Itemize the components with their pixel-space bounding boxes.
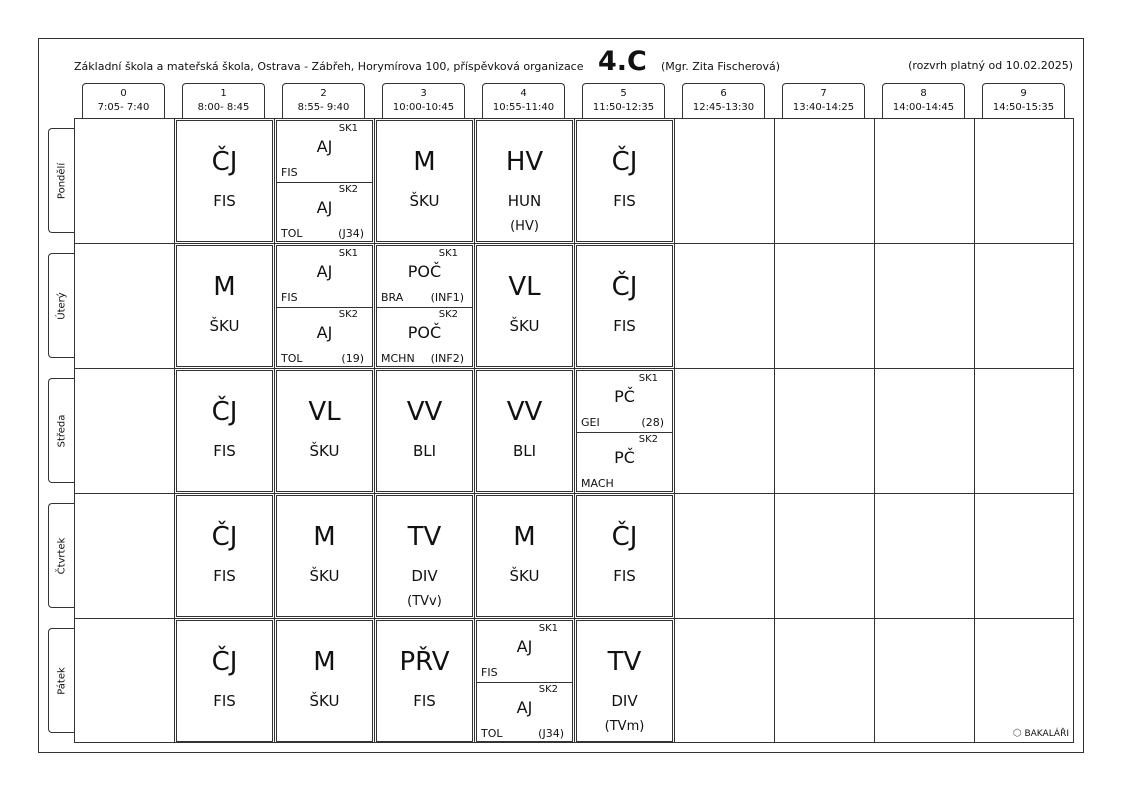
subject: HV	[505, 147, 544, 177]
grid-column-line	[774, 118, 775, 743]
period-header-1	[182, 83, 265, 119]
teacher: ŠKU	[209, 317, 240, 335]
teacher: FIS	[281, 291, 298, 304]
lesson-cell[interactable]	[476, 620, 573, 742]
subject: ČJ	[211, 147, 238, 177]
lesson-cell[interactable]	[576, 370, 673, 492]
group-lesson[interactable]	[577, 432, 672, 493]
teacher: FIS	[281, 166, 298, 179]
teacher: FIS	[413, 692, 436, 710]
lesson-cell[interactable]	[376, 495, 473, 617]
group-label: SK2	[338, 309, 358, 320]
period-time: 13:40-14:25	[792, 102, 855, 113]
class-teacher: (Mgr. Zita Fischerová)	[661, 60, 781, 73]
teacher: ŠKU	[409, 192, 440, 210]
subject: TV	[407, 522, 442, 552]
grid-column-line	[874, 118, 875, 743]
lesson-cell[interactable]	[276, 620, 373, 742]
subject: VV	[506, 397, 543, 427]
group-lesson[interactable]	[377, 307, 472, 368]
room: (28)	[641, 416, 664, 429]
teacher: FIS	[613, 567, 636, 585]
teacher: FIS	[481, 666, 498, 679]
lesson-cell[interactable]	[376, 245, 473, 367]
period-number: 0	[120, 88, 127, 99]
grid-column-line	[274, 118, 275, 743]
teacher: DIV	[611, 692, 638, 710]
room: (INF1)	[430, 291, 464, 304]
group-lesson[interactable]	[477, 682, 572, 743]
period-time: 14:00-14:45	[892, 102, 955, 113]
lesson-cell[interactable]	[276, 120, 373, 242]
lesson-cell[interactable]	[276, 245, 373, 367]
grid-column-line	[474, 118, 475, 743]
group-label: SK1	[438, 248, 458, 259]
period-header-3	[382, 83, 465, 119]
period-number: 5	[620, 88, 627, 99]
lesson-cell[interactable]	[176, 120, 273, 242]
group-lesson[interactable]	[277, 307, 372, 368]
room: (HV)	[510, 219, 539, 234]
teacher: BLI	[412, 442, 437, 460]
subject: AJ	[316, 262, 333, 281]
group-label: SK1	[538, 623, 558, 634]
hexagon-icon: ⬡	[1012, 728, 1022, 739]
day-name: Pondělí	[56, 162, 68, 199]
subject: POČ	[407, 323, 442, 342]
grid-column-line	[374, 118, 375, 743]
day-label-2	[48, 378, 75, 483]
period-time: 12:45-13:30	[692, 102, 755, 113]
period-header-5	[582, 83, 665, 119]
period-number: 9	[1020, 88, 1027, 99]
lesson-cell[interactable]	[476, 120, 573, 242]
group-label: SK2	[338, 184, 358, 195]
day-name: Čtvrtek	[56, 537, 68, 574]
period-time: 10:00-10:45	[392, 102, 455, 113]
lesson-cell[interactable]	[376, 120, 473, 242]
room: (19)	[341, 352, 364, 365]
lesson-cell[interactable]	[176, 620, 273, 742]
room: (TVv)	[407, 594, 442, 609]
room: (J34)	[538, 727, 564, 740]
day-label-0	[48, 128, 75, 233]
day-label-3	[48, 503, 75, 608]
subject: PŘV	[399, 647, 450, 677]
teacher: FIS	[213, 192, 236, 210]
lesson-cell[interactable]	[476, 495, 573, 617]
day-name: Pátek	[56, 666, 68, 695]
subject: VV	[406, 397, 443, 427]
day-name: Středa	[56, 414, 68, 447]
period-number: 4	[520, 88, 527, 99]
period-header-9	[982, 83, 1065, 119]
period-header-4	[482, 83, 565, 119]
lesson-cell[interactable]	[476, 245, 573, 367]
teacher: TOL	[281, 352, 303, 365]
lesson-cell[interactable]	[276, 370, 373, 492]
day-label-4	[48, 628, 75, 733]
day-name: Úterý	[56, 291, 68, 320]
lesson-cell[interactable]	[576, 245, 673, 367]
class-name: 4.C	[598, 46, 647, 77]
grid-column-line	[574, 118, 575, 743]
school-name: Základní škola a mateřská škola, Ostrava - Zábřeh, Horymírova 100, příspěvková organizace	[74, 60, 584, 73]
teacher: HUN	[507, 192, 542, 210]
grid-row-line	[74, 243, 1074, 244]
day-label-1	[48, 253, 75, 358]
group-label: SK1	[338, 123, 358, 134]
teacher: MCHN	[381, 352, 415, 365]
period-number: 2	[320, 88, 327, 99]
grid-row-line	[74, 618, 1074, 619]
grid-row-line	[74, 493, 1074, 494]
period-time: 8:55- 9:40	[297, 102, 350, 113]
period-time: 14:50-15:35	[992, 102, 1055, 113]
lesson-cell[interactable]	[376, 620, 473, 742]
subject: AJ	[516, 637, 533, 656]
group-label: SK1	[338, 248, 358, 259]
period-time: 10:55-11:40	[492, 102, 555, 113]
subject: M	[213, 272, 236, 302]
group-lesson[interactable]	[277, 182, 372, 243]
group-lesson[interactable]	[277, 121, 372, 183]
room: (J34)	[338, 227, 364, 240]
lesson-cell[interactable]	[476, 370, 573, 492]
teacher: BRA	[381, 291, 404, 304]
teacher: ŠKU	[309, 692, 340, 710]
teacher: ŠKU	[309, 567, 340, 585]
period-number: 6	[720, 88, 727, 99]
teacher: GEI	[581, 416, 600, 429]
subject: AJ	[516, 698, 533, 717]
teacher: ŠKU	[309, 442, 340, 460]
subject: AJ	[316, 323, 333, 342]
group-label: SK1	[638, 373, 658, 384]
subject: ČJ	[211, 647, 238, 677]
period-time: 11:50-12:35	[592, 102, 655, 113]
room: (TVm)	[604, 719, 645, 734]
teacher: FIS	[213, 442, 236, 460]
lesson-cell[interactable]	[176, 495, 273, 617]
group-lesson[interactable]	[477, 621, 572, 683]
bakalari-logo: ⬡ BAKALÁŘI	[1012, 728, 1069, 739]
lesson-cell[interactable]	[176, 245, 273, 367]
period-header-6	[682, 83, 765, 119]
subject: TV	[607, 647, 642, 677]
period-number: 8	[920, 88, 927, 99]
period-number: 1	[220, 88, 227, 99]
teacher: FIS	[613, 192, 636, 210]
lesson-cell[interactable]	[176, 370, 273, 492]
group-label: SK2	[538, 684, 558, 695]
subject: VL	[308, 397, 341, 427]
period-number: 3	[420, 88, 427, 99]
subject: POČ	[407, 262, 442, 281]
group-lesson[interactable]	[377, 246, 472, 308]
teacher: ŠKU	[509, 317, 540, 335]
subject: PČ	[614, 387, 635, 406]
teacher: TOL	[481, 727, 503, 740]
grid-column-line	[974, 118, 975, 743]
teacher: MACH	[581, 477, 614, 490]
period-header-2	[282, 83, 365, 119]
lesson-cell[interactable]	[576, 120, 673, 242]
group-lesson[interactable]	[577, 371, 672, 433]
subject: M	[313, 522, 336, 552]
subject: M	[413, 147, 436, 177]
teacher: TOL	[281, 227, 303, 240]
valid-from: (rozvrh platný od 10.02.2025)	[908, 59, 1073, 72]
subject: ČJ	[211, 522, 238, 552]
group-lesson[interactable]	[277, 246, 372, 308]
teacher: DIV	[411, 567, 438, 585]
subject: VL	[508, 272, 541, 302]
grid-row-line	[74, 368, 1074, 369]
subject: PČ	[614, 448, 635, 467]
group-label: SK2	[438, 309, 458, 320]
subject: AJ	[316, 198, 333, 217]
period-time: 8:00- 8:45	[197, 102, 250, 113]
subject: M	[313, 647, 336, 677]
room: (INF2)	[430, 352, 464, 365]
teacher: BLI	[512, 442, 537, 460]
lesson-cell[interactable]	[576, 495, 673, 617]
teacher: ŠKU	[509, 567, 540, 585]
subject: ČJ	[611, 272, 638, 302]
teacher: FIS	[613, 317, 636, 335]
period-header-7	[782, 83, 865, 119]
teacher: FIS	[213, 567, 236, 585]
lesson-cell[interactable]	[576, 620, 673, 742]
grid-column-line	[674, 118, 675, 743]
period-header-8	[882, 83, 965, 119]
teacher: FIS	[213, 692, 236, 710]
period-number: 7	[820, 88, 827, 99]
subject: ČJ	[611, 522, 638, 552]
period-header-0	[82, 83, 165, 119]
period-time: 7:05- 7:40	[97, 102, 150, 113]
lesson-cell[interactable]	[276, 495, 373, 617]
subject: M	[513, 522, 536, 552]
subject: ČJ	[611, 147, 638, 177]
subject: ČJ	[211, 397, 238, 427]
subject: AJ	[316, 137, 333, 156]
lesson-cell[interactable]	[376, 370, 473, 492]
group-label: SK2	[638, 434, 658, 445]
grid-column-line	[174, 118, 175, 743]
